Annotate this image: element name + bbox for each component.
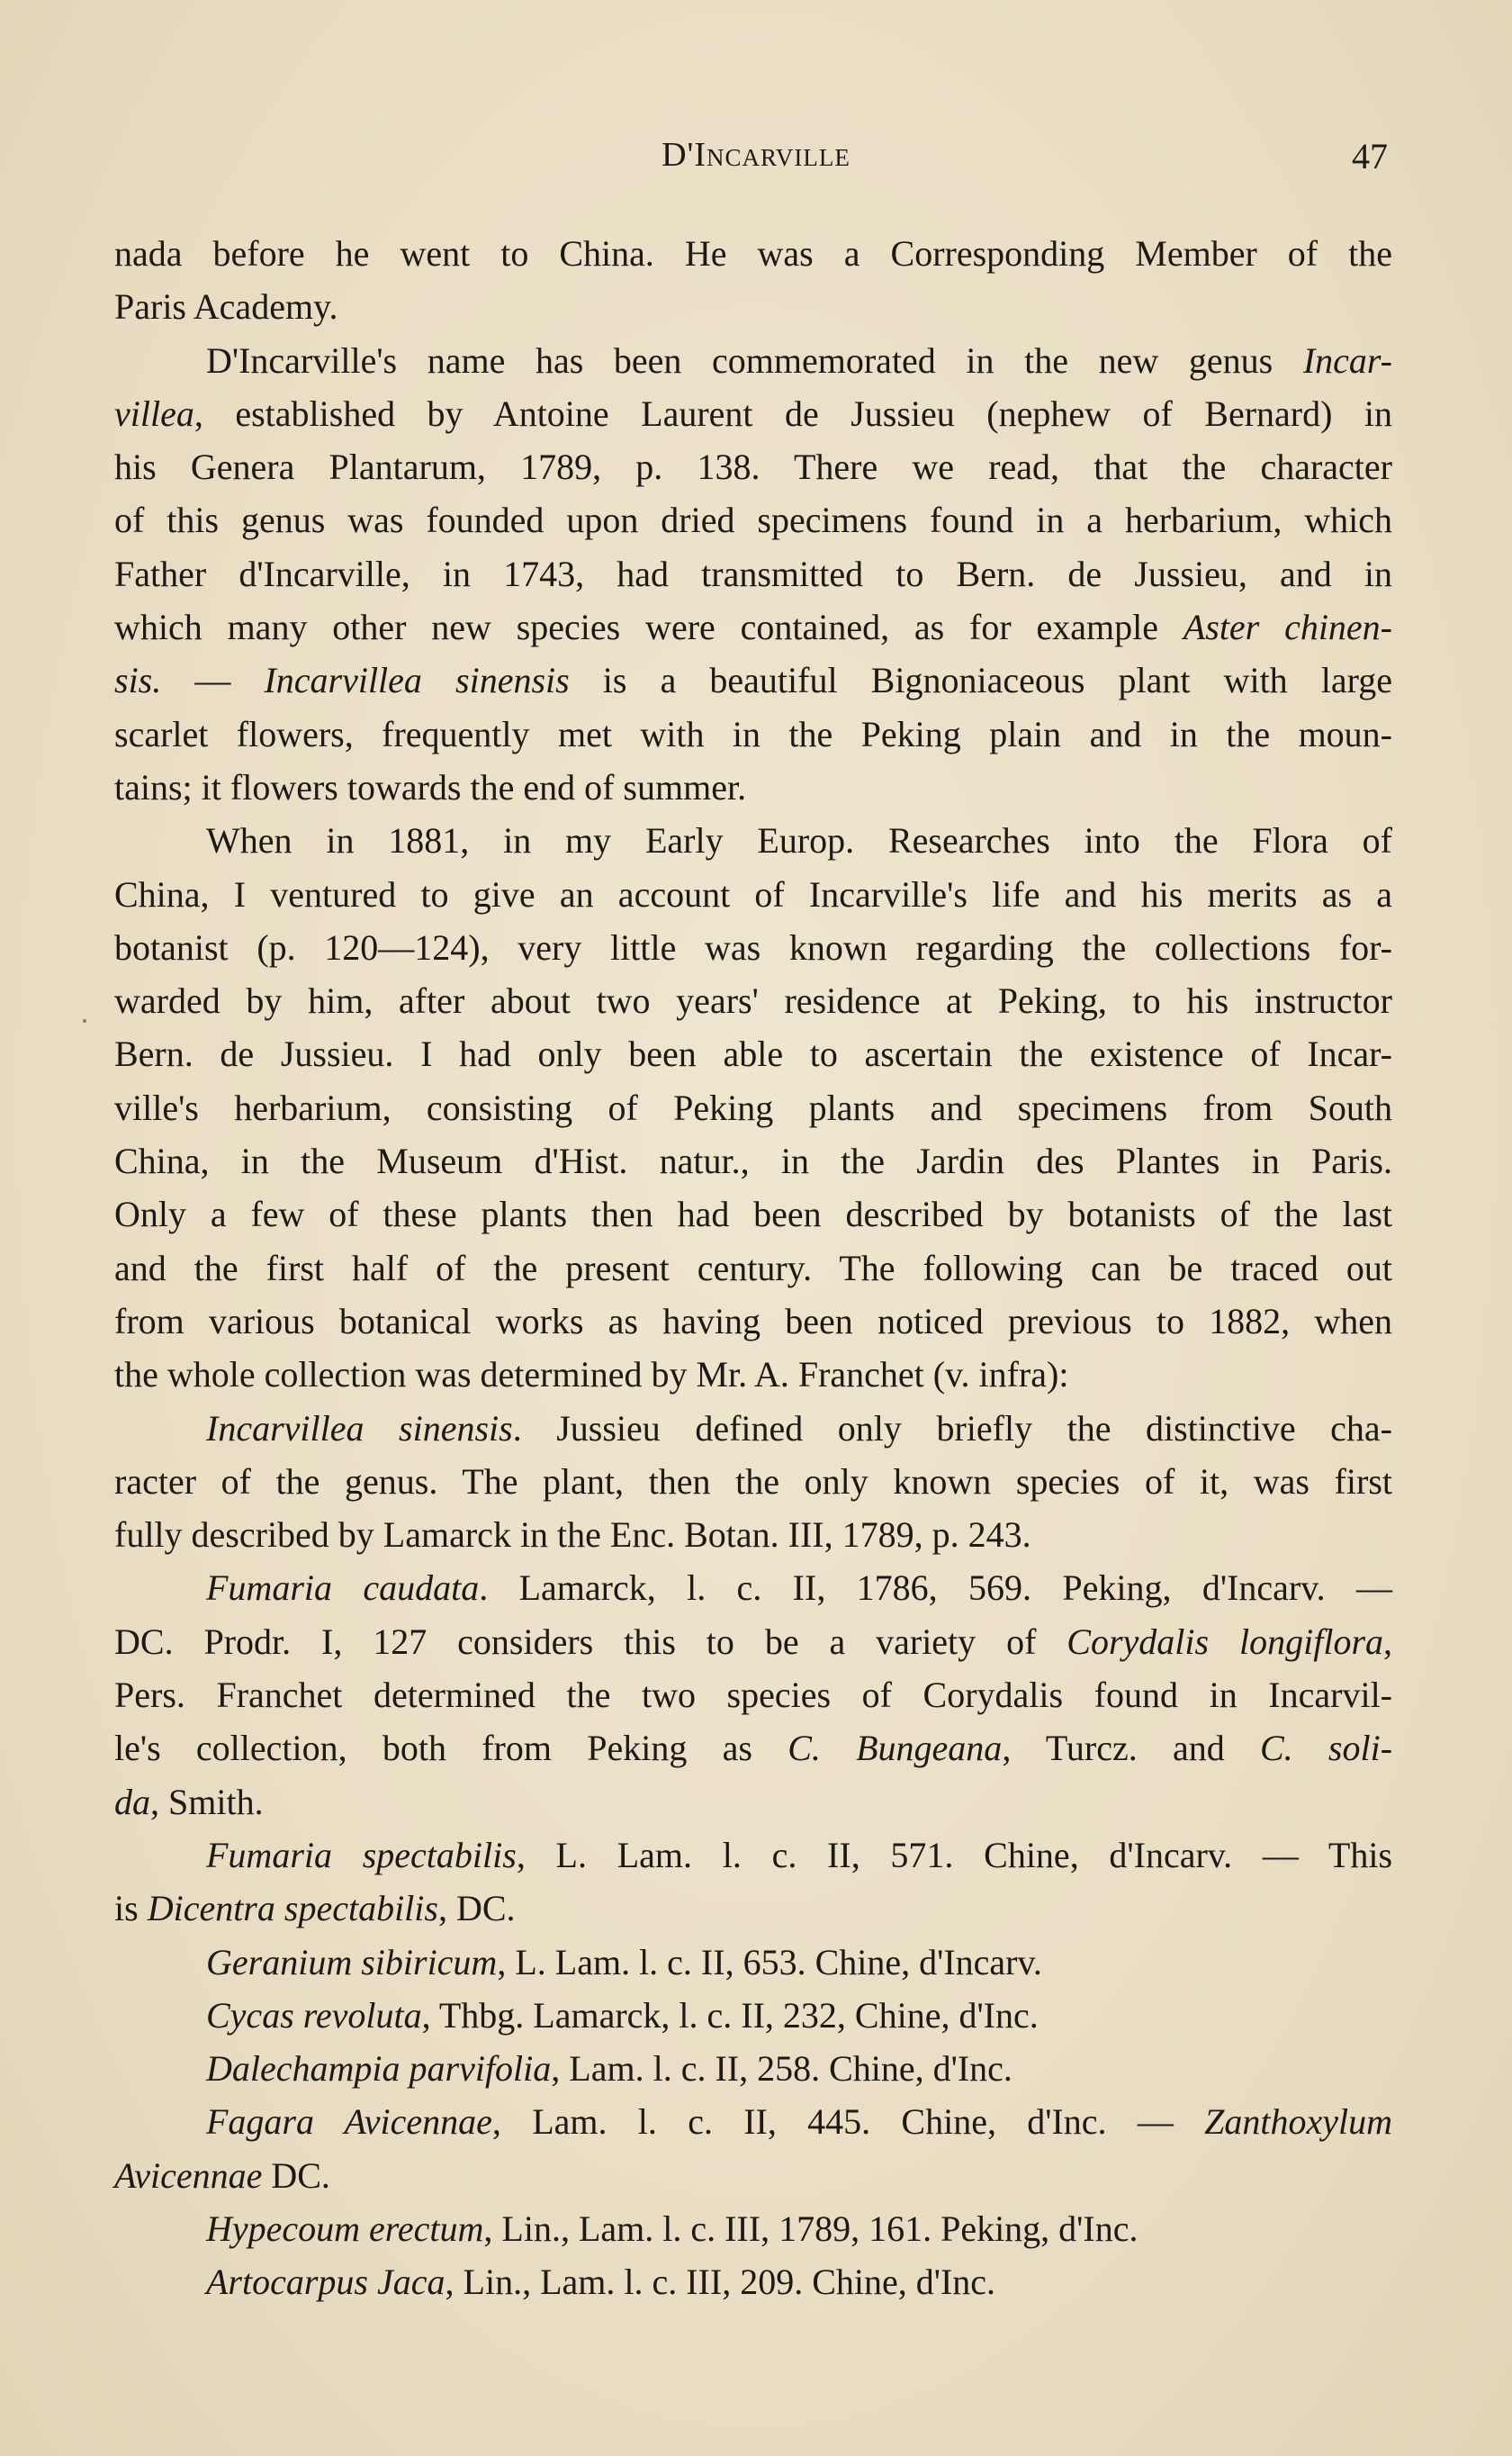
text-line: Fumaria spectabilis, L. Lam. l. c. II, 571. Chine, d'Incarv. — This <box>206 1834 1393 1875</box>
text-line: Incarvillea sinensis. Jussieu defined only briefly the distinctive cha- <box>206 1407 1392 1449</box>
text-line: warded by him, after about two years' residence at Peking, to his instructor <box>114 980 1392 1022</box>
text-line: botanist (p. 120—124), very little was known regarding the collections for- <box>114 926 1392 968</box>
text-line: D'Incarville's name has been commemorated in the new genus Incar- <box>206 339 1392 381</box>
text-line: Bern. de Jussieu. I had only been able to ascertain the existence of Incar- <box>114 1034 1392 1075</box>
text-line: Dalechampia parvifolia, Lam. l. c. II, 258. Chine, d'Inc. <box>206 2048 1012 2090</box>
text-line: scarlet flowers, frequently met with in the Peking plain and in the moun- <box>114 713 1392 754</box>
text-line: Father d'Incarville, in 1743, had transmitted to Bern. de Jussieu, and in <box>114 553 1392 594</box>
text-line: Artocarpus Jaca, Lin., Lam. l. c. III, 209. Chine, d'Inc. <box>206 2262 996 2303</box>
text-line: Geranium sibiricum, L. Lam. l. c. II, 653. Chine, d'Incarv. <box>206 1941 1042 1982</box>
text-line: which many other new species were contained, as for example Aster chinen- <box>114 607 1393 648</box>
text-line: tains; it flowers towards the end of summer. <box>114 766 747 808</box>
text-line: sis. — Incarvillea sinensis is a beautiful Bignoniaceous plant with large <box>114 660 1392 701</box>
text-line: Cycas revoluta, Thbg. Lamarck, l. c. II, 232, Chine, d'Inc. <box>206 1994 1039 2036</box>
page-number: 47 <box>1352 136 1388 176</box>
text-line: China, in the Museum d'Hist. natur., in the Jardin des Plantes in Paris. <box>114 1141 1392 1182</box>
text-line: is Dicentra spectabilis, DC. <box>114 1888 516 1929</box>
text-line: and the first half of the present century. The following can be traced out <box>114 1247 1392 1288</box>
text-line: ville's herbarium, consisting of Peking plants and specimens from South <box>114 1087 1392 1128</box>
text-line: Paris Academy. <box>114 286 338 328</box>
text-line: his Genera Plantarum, 1789, p. 138. There we read, that the character <box>114 447 1392 488</box>
text-line: Avicennae DC. <box>114 2154 330 2196</box>
text-line: Pers. Franchet determined the two species of Corydalis found in Incarvil- <box>114 1675 1392 1716</box>
text-line: Fagara Avicennae, Lam. l. c. II, 445. Chine, d'Inc. — Zanthoxylum <box>206 2101 1392 2143</box>
text-line: of this genus was founded upon dried specimens found in a herbarium, which <box>114 500 1392 541</box>
text-line: fully described by Lamarck in the Enc. Botan. III, 1789, p. 243. <box>114 1514 1031 1556</box>
text-line: racter of the genus. The plant, then the only known species of it, was first <box>114 1460 1392 1502</box>
text-line: When in 1881, in my Early Europ. Researches into the Flora of <box>206 820 1392 862</box>
text-line: Fumaria caudata. Lamarck, l. c. II, 1786, 569. Peking, d'Incarv. — <box>206 1567 1392 1609</box>
text-line: le's collection, both from Peking as C. Bungeana, Turcz. and C. soli- <box>114 1728 1393 1769</box>
text-line: villea, established by Antoine Laurent de Jussieu (nephew of Bernard) in <box>114 393 1392 434</box>
text-line: Hypecoum erectum, Lin., Lam. l. c. III, 1789, 161. Peking, d'Inc. <box>206 2208 1138 2249</box>
text-line: nada before he went to China. He was a Corresponding Member of the <box>114 233 1392 274</box>
running-head <box>0 135 1512 189</box>
body-text <box>114 227 1392 2309</box>
running-title: D'Incarville <box>662 136 850 174</box>
text-line: da, Smith. <box>114 1781 264 1822</box>
text-line: from various botanical works as having been noticed previous to 1882, when <box>114 1300 1392 1341</box>
text-line: DC. Prodr. I, 127 considers this to be a variety of Corydalis longiflora, <box>114 1621 1393 1662</box>
text-line: the whole collection was determined by Mr. A. Franchet (v. infra): <box>114 1354 1069 1395</box>
margin-speck <box>83 1019 86 1023</box>
text-line: China, I ventured to give an account of Incarville's life and his merits as a <box>114 873 1392 915</box>
text-line: Only a few of these plants then had been described by botanists of the last <box>114 1194 1392 1235</box>
